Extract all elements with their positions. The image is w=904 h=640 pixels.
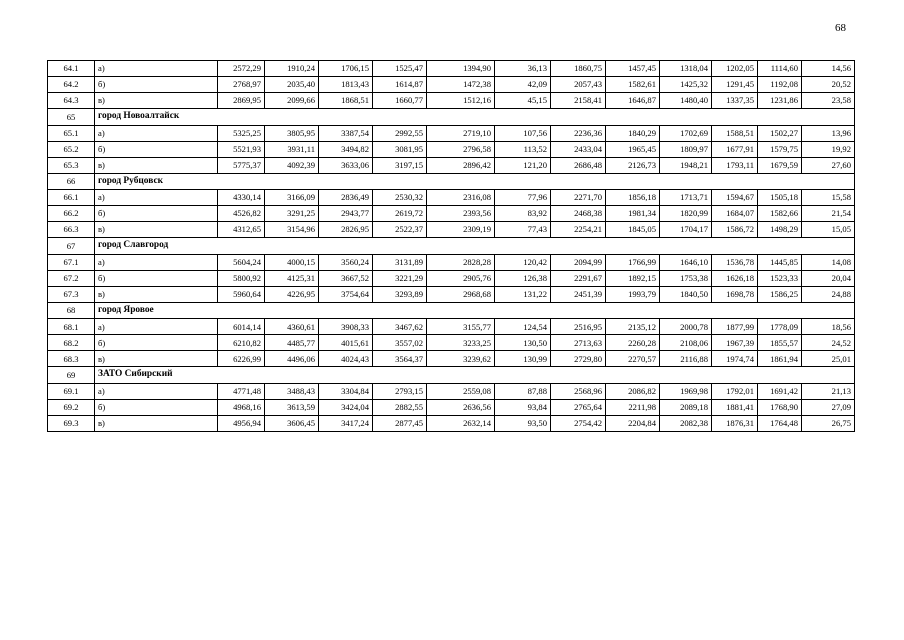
value-cell: 1855,57 [758,335,802,351]
value-cell: 1861,94 [758,351,802,367]
value-cell: 3908,33 [319,319,373,335]
value-cell: 107,56 [495,125,551,141]
value-cell: 1840,50 [660,286,712,302]
value-cell: 2057,43 [551,77,606,93]
value-cell: 3633,06 [319,157,373,173]
value-cell: 3291,25 [265,206,319,222]
value-cell: 3221,29 [373,270,427,286]
value-cell: 1231,86 [758,93,802,109]
value-cell: 2108,06 [660,335,712,351]
value-cell: 93,50 [495,415,551,431]
row-id-cell: 66.2 [48,206,95,222]
table-row [48,415,855,431]
table-row [48,93,855,109]
value-cell: 1202,05 [712,61,758,77]
tariff-table [47,60,855,432]
value-cell: 2572,29 [218,61,265,77]
value-cell: 4024,43 [319,351,373,367]
row-id-cell: 65.1 [48,125,95,141]
value-cell: 2393,56 [427,206,495,222]
value-cell: 1646,10 [660,254,712,270]
value-cell: 2968,68 [427,286,495,302]
row-id-cell: 68.2 [48,335,95,351]
value-cell: 2433,04 [551,141,606,157]
value-cell: 2869,95 [218,93,265,109]
value-cell: 1536,78 [712,254,758,270]
value-cell: 1820,99 [660,206,712,222]
value-cell: 1809,97 [660,141,712,157]
value-cell: 2316,08 [427,190,495,206]
value-cell: 3304,84 [319,383,373,399]
value-cell: 3494,82 [319,141,373,157]
variant-cell: а) [95,61,218,77]
value-cell: 1691,42 [758,383,802,399]
section-header-row [48,367,855,384]
value-cell: 93,84 [495,399,551,415]
value-cell: 1525,47 [373,61,427,77]
variant-cell: а) [95,125,218,141]
value-cell: 2270,57 [606,351,660,367]
value-cell: 24,88 [802,286,855,302]
value-cell: 3805,95 [265,125,319,141]
variant-cell: в) [95,415,218,431]
table-row [48,383,855,399]
value-cell: 3931,11 [265,141,319,157]
value-cell: 2035,40 [265,77,319,93]
value-cell: 1967,39 [712,335,758,351]
value-cell: 2828,28 [427,254,495,270]
value-cell: 21,13 [802,383,855,399]
value-cell: 2126,73 [606,157,660,173]
value-cell: 18,56 [802,319,855,335]
value-cell: 1114,60 [758,61,802,77]
value-cell: 4496,06 [265,351,319,367]
variant-cell: в) [95,93,218,109]
value-cell: 4485,77 [265,335,319,351]
value-cell: 1969,98 [660,383,712,399]
value-cell: 1876,31 [712,415,758,431]
value-cell: 26,75 [802,415,855,431]
value-cell: 2729,80 [551,351,606,367]
section-title-cell: город Славгород [95,238,855,255]
value-cell: 1813,43 [319,77,373,93]
value-cell: 1845,05 [606,222,660,238]
value-cell: 1512,16 [427,93,495,109]
value-cell: 77,96 [495,190,551,206]
value-cell: 2254,21 [551,222,606,238]
value-cell: 4771,48 [218,383,265,399]
value-cell: 4000,15 [265,254,319,270]
value-cell: 1582,66 [758,206,802,222]
value-cell: 5775,37 [218,157,265,173]
value-cell: 6014,14 [218,319,265,335]
value-cell: 2516,95 [551,319,606,335]
row-id-cell: 65.2 [48,141,95,157]
value-cell: 15,58 [802,190,855,206]
value-cell: 2089,18 [660,399,712,415]
variant-cell: в) [95,351,218,367]
value-cell: 2559,08 [427,383,495,399]
table-row [48,286,855,302]
section-id-cell: 67 [48,238,95,255]
value-cell: 1792,01 [712,383,758,399]
value-cell: 2992,55 [373,125,427,141]
value-cell: 1702,69 [660,125,712,141]
value-cell: 3467,62 [373,319,427,335]
value-cell: 2896,42 [427,157,495,173]
table-row [48,335,855,351]
value-cell: 1660,77 [373,93,427,109]
value-cell: 24,52 [802,335,855,351]
value-cell: 77,43 [495,222,551,238]
table-row [48,77,855,93]
value-cell: 131,22 [495,286,551,302]
section-id-cell: 65 [48,109,95,126]
section-title-cell: город Яровое [95,302,855,319]
value-cell: 1993,79 [606,286,660,302]
table-row [48,125,855,141]
value-cell: 5325,25 [218,125,265,141]
value-cell: 1679,59 [758,157,802,173]
value-cell: 121,20 [495,157,551,173]
value-cell: 5960,64 [218,286,265,302]
value-cell: 2082,38 [660,415,712,431]
variant-cell: б) [95,77,218,93]
value-cell: 3387,54 [319,125,373,141]
value-cell: 1523,33 [758,270,802,286]
value-cell: 1498,29 [758,222,802,238]
table-row [48,399,855,415]
value-cell: 1586,72 [712,222,758,238]
value-cell: 5521,93 [218,141,265,157]
value-cell: 3081,95 [373,141,427,157]
value-cell: 2943,77 [319,206,373,222]
table-row [48,141,855,157]
table-row [48,61,855,77]
value-cell: 1614,87 [373,77,427,93]
section-title-cell: ЗАТО Сибирский [95,367,855,384]
value-cell: 3667,52 [319,270,373,286]
value-cell: 36,13 [495,61,551,77]
value-cell: 1626,18 [712,270,758,286]
value-cell: 3564,37 [373,351,427,367]
table-row [48,254,855,270]
value-cell: 4330,14 [218,190,265,206]
value-cell: 4226,95 [265,286,319,302]
row-id-cell: 68.1 [48,319,95,335]
variant-cell: а) [95,254,218,270]
row-id-cell: 67.1 [48,254,95,270]
value-cell: 23,58 [802,93,855,109]
value-cell: 4968,16 [218,399,265,415]
value-cell: 2271,70 [551,190,606,206]
value-cell: 1778,09 [758,319,802,335]
value-cell: 3488,43 [265,383,319,399]
value-cell: 1192,08 [758,77,802,93]
value-cell: 1505,18 [758,190,802,206]
value-cell: 2236,36 [551,125,606,141]
value-cell: 19,92 [802,141,855,157]
value-cell: 87,88 [495,383,551,399]
value-cell: 2204,84 [606,415,660,431]
value-cell: 130,50 [495,335,551,351]
value-cell: 2451,39 [551,286,606,302]
table-body [48,61,855,432]
value-cell: 2754,42 [551,415,606,431]
value-cell: 1868,51 [319,93,373,109]
value-cell: 3424,04 [319,399,373,415]
value-cell: 1582,61 [606,77,660,93]
value-cell: 2793,15 [373,383,427,399]
value-cell: 1981,34 [606,206,660,222]
row-id-cell: 65.3 [48,157,95,173]
value-cell: 6210,82 [218,335,265,351]
value-cell: 3233,25 [427,335,495,351]
section-title-cell: город Рубцовск [95,173,855,190]
value-cell: 14,08 [802,254,855,270]
table-row [48,157,855,173]
value-cell: 27,60 [802,157,855,173]
value-cell: 1394,90 [427,61,495,77]
variant-cell: б) [95,141,218,157]
value-cell: 25,01 [802,351,855,367]
value-cell: 2636,56 [427,399,495,415]
row-id-cell: 69.1 [48,383,95,399]
value-cell: 2632,14 [427,415,495,431]
value-cell: 2309,19 [427,222,495,238]
value-cell: 1337,35 [712,93,758,109]
value-cell: 1910,24 [265,61,319,77]
value-cell: 3239,62 [427,351,495,367]
row-id-cell: 67.2 [48,270,95,286]
row-id-cell: 69.2 [48,399,95,415]
value-cell: 5604,24 [218,254,265,270]
value-cell: 3154,96 [265,222,319,238]
value-cell: 3754,64 [319,286,373,302]
section-header-row [48,109,855,126]
value-cell: 1684,07 [712,206,758,222]
variant-cell: а) [95,383,218,399]
value-cell: 1892,15 [606,270,660,286]
value-cell: 1472,38 [427,77,495,93]
value-cell: 1480,40 [660,93,712,109]
value-cell: 2094,99 [551,254,606,270]
value-cell: 2099,66 [265,93,319,109]
value-cell: 3417,24 [319,415,373,431]
section-id-cell: 69 [48,367,95,384]
value-cell: 3197,15 [373,157,427,173]
value-cell: 3606,45 [265,415,319,431]
value-cell: 20,04 [802,270,855,286]
table-row [48,351,855,367]
value-cell: 1586,25 [758,286,802,302]
value-cell: 1793,11 [712,157,758,173]
value-cell: 3613,59 [265,399,319,415]
table-row [48,270,855,286]
value-cell: 2713,63 [551,335,606,351]
value-cell: 1948,21 [660,157,712,173]
value-cell: 1677,91 [712,141,758,157]
value-cell: 1768,90 [758,399,802,415]
value-cell: 130,99 [495,351,551,367]
variant-cell: б) [95,399,218,415]
section-id-cell: 66 [48,173,95,190]
value-cell: 2291,67 [551,270,606,286]
value-cell: 2796,58 [427,141,495,157]
value-cell: 1588,51 [712,125,758,141]
value-cell: 2086,82 [606,383,660,399]
variant-cell: в) [95,157,218,173]
value-cell: 3293,89 [373,286,427,302]
table-row [48,319,855,335]
row-id-cell: 66.3 [48,222,95,238]
value-cell: 1766,99 [606,254,660,270]
page-number: 68 [835,22,846,34]
value-cell: 1713,71 [660,190,712,206]
value-cell: 2686,48 [551,157,606,173]
value-cell: 4092,39 [265,157,319,173]
value-cell: 124,54 [495,319,551,335]
value-cell: 20,52 [802,77,855,93]
value-cell: 1445,85 [758,254,802,270]
value-cell: 6226,99 [218,351,265,367]
value-cell: 13,96 [802,125,855,141]
section-header-row [48,302,855,319]
value-cell: 42,09 [495,77,551,93]
value-cell: 4125,31 [265,270,319,286]
value-cell: 1698,78 [712,286,758,302]
table-row [48,222,855,238]
value-cell: 1579,75 [758,141,802,157]
value-cell: 120,42 [495,254,551,270]
value-cell: 2765,64 [551,399,606,415]
value-cell: 2135,12 [606,319,660,335]
value-cell: 2116,88 [660,351,712,367]
section-header-row [48,173,855,190]
value-cell: 2158,41 [551,93,606,109]
value-cell: 27,09 [802,399,855,415]
value-cell: 1594,67 [712,190,758,206]
value-cell: 1840,29 [606,125,660,141]
value-cell: 4015,61 [319,335,373,351]
value-cell: 2468,38 [551,206,606,222]
variant-cell: в) [95,222,218,238]
value-cell: 3557,02 [373,335,427,351]
value-cell: 1704,17 [660,222,712,238]
value-cell: 1881,41 [712,399,758,415]
table-row [48,190,855,206]
value-cell: 126,38 [495,270,551,286]
value-cell: 1291,45 [712,77,758,93]
value-cell: 113,52 [495,141,551,157]
section-id-cell: 68 [48,302,95,319]
value-cell: 3560,24 [319,254,373,270]
value-cell: 1457,45 [606,61,660,77]
row-id-cell: 64.3 [48,93,95,109]
value-cell: 1860,75 [551,61,606,77]
value-cell: 1318,04 [660,61,712,77]
row-id-cell: 66.1 [48,190,95,206]
value-cell: 4312,65 [218,222,265,238]
value-cell: 3155,77 [427,319,495,335]
value-cell: 1706,15 [319,61,373,77]
value-cell: 4526,82 [218,206,265,222]
value-cell: 14,56 [802,61,855,77]
value-cell: 2768,97 [218,77,265,93]
value-cell: 2619,72 [373,206,427,222]
value-cell: 2877,45 [373,415,427,431]
value-cell: 1502,27 [758,125,802,141]
table-row [48,206,855,222]
value-cell: 2882,55 [373,399,427,415]
row-id-cell: 64.2 [48,77,95,93]
value-cell: 1965,45 [606,141,660,157]
value-cell: 3166,09 [265,190,319,206]
value-cell: 45,15 [495,93,551,109]
row-id-cell: 68.3 [48,351,95,367]
value-cell: 1646,87 [606,93,660,109]
section-header-row [48,238,855,255]
value-cell: 83,92 [495,206,551,222]
value-cell: 5800,92 [218,270,265,286]
value-cell: 2260,28 [606,335,660,351]
value-cell: 2000,78 [660,319,712,335]
value-cell: 1856,18 [606,190,660,206]
section-title-cell: город Новоалтайск [95,109,855,126]
value-cell: 3131,89 [373,254,427,270]
variant-cell: б) [95,270,218,286]
row-id-cell: 67.3 [48,286,95,302]
value-cell: 1877,99 [712,319,758,335]
value-cell: 1753,38 [660,270,712,286]
value-cell: 1425,32 [660,77,712,93]
value-cell: 21,54 [802,206,855,222]
variant-cell: б) [95,335,218,351]
variant-cell: а) [95,319,218,335]
variant-cell: в) [95,286,218,302]
value-cell: 2522,37 [373,222,427,238]
value-cell: 1974,74 [712,351,758,367]
value-cell: 2905,76 [427,270,495,286]
value-cell: 2826,95 [319,222,373,238]
value-cell: 2719,10 [427,125,495,141]
value-cell: 2530,32 [373,190,427,206]
row-id-cell: 64.1 [48,61,95,77]
value-cell: 4360,61 [265,319,319,335]
variant-cell: б) [95,206,218,222]
row-id-cell: 69.3 [48,415,95,431]
value-cell: 2568,96 [551,383,606,399]
value-cell: 1764,48 [758,415,802,431]
value-cell: 2211,98 [606,399,660,415]
value-cell: 15,05 [802,222,855,238]
value-cell: 2836,49 [319,190,373,206]
variant-cell: а) [95,190,218,206]
value-cell: 4956,94 [218,415,265,431]
